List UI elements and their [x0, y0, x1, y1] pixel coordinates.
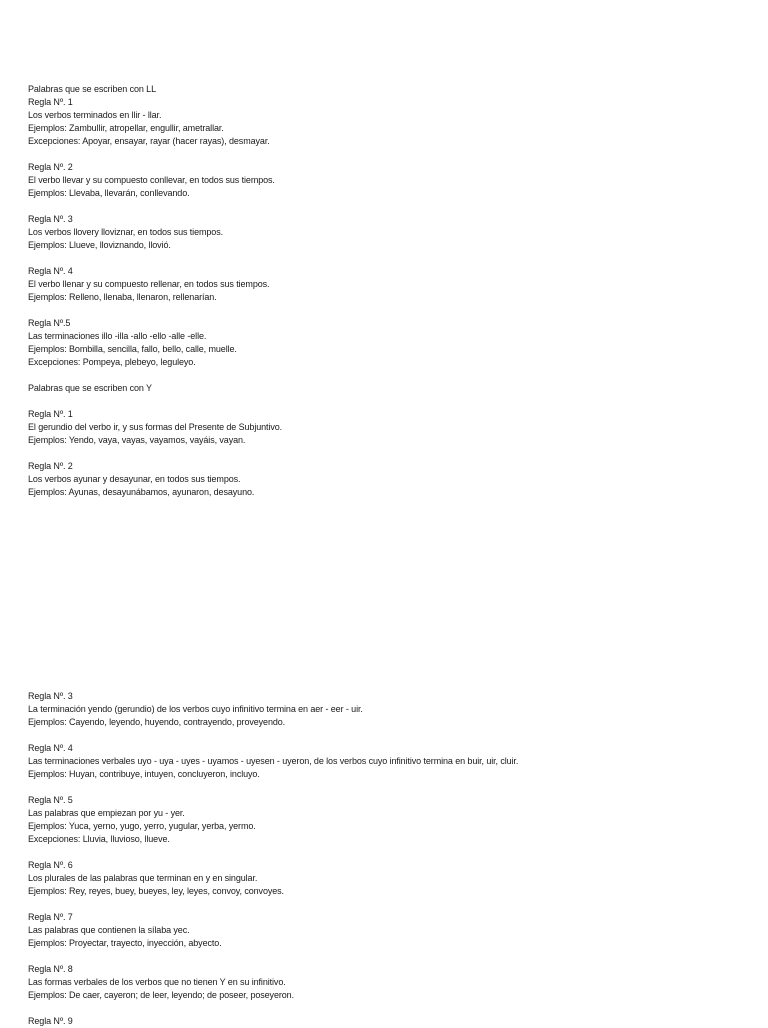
paragraph-gap — [28, 369, 748, 382]
paragraph-gap — [28, 148, 748, 161]
paragraph-gap — [28, 1002, 748, 1015]
text-line: Ejemplos: Rey, reyes, buey, bueyes, ley, leyes, convoy, convoyes. — [28, 886, 284, 896]
text-line: Excepciones: Apoyar, ensayar, rayar (hacer rayas), desmayar. — [28, 136, 270, 146]
rule-heading: Regla Nº. 8 — [28, 964, 73, 974]
text-line: Ejemplos: Llueve, lloviznando, llovió. — [28, 240, 171, 250]
text-line: Los verbos ayunar y desayunar, en todos sus tiempos. — [28, 474, 241, 484]
text-line: Las palabras que empiezan por yu - yer. — [28, 808, 185, 818]
paragraph-gap — [28, 200, 748, 213]
rule-heading: Regla Nº. 1 — [28, 97, 73, 107]
text-line: Ejemplos: Yuca, yerno, yugo, yerro, yugular, yerba, yermo. — [28, 821, 256, 831]
text-line: Las terminaciones verbales uyo - uya - uyes - uyamos - uyesen - uyeron, de los verbos cuyo infinitivo termina en buir, uir, cluir. — [28, 756, 519, 766]
rule-heading: Regla Nº. 6 — [28, 860, 73, 870]
text-line: El gerundio del verbo ir, y sus formas del Presente de Subjuntivo. — [28, 422, 283, 432]
text-line: La terminación yendo (gerundio) de los verbos cuyo infinitivo termina en aer - eer - uir. — [28, 704, 363, 714]
rule-heading: Regla Nº.5 — [28, 318, 71, 328]
paragraph-gap — [28, 304, 748, 317]
text-line: Ejemplos: Proyectar, trayecto, inyección, abyecto. — [28, 938, 222, 948]
text-line: Los plurales de las palabras que terminan en y en singular. — [28, 873, 258, 883]
text-line: Las formas verbales de los verbos que no tienen Y en su infinitivo. — [28, 977, 286, 987]
paragraph-gap — [28, 729, 748, 742]
text-line: Ejemplos: Ayunas, desayunábamos, ayunaron, desayuno. — [28, 487, 255, 497]
rule-heading: Regla Nº. 7 — [28, 912, 73, 922]
text-line: Excepciones: Pompeya, plebeyo, leguleyo. — [28, 357, 196, 367]
text-line: Excepciones: Lluvia, lluvioso, llueve. — [28, 834, 170, 844]
text-line: Ejemplos: Bombilla, sencilla, fallo, bello, calle, muelle. — [28, 344, 237, 354]
text-line: Las terminaciones illo -illa -allo -ello -alle -elle. — [28, 331, 207, 341]
rule-heading: Regla Nº. 1 — [28, 409, 73, 419]
paragraph-gap — [28, 252, 748, 265]
text-line: Los verbos terminados en llir - llar. — [28, 110, 162, 120]
text-line: Ejemplos: De caer, cayeron; de leer, leyendo; de poseer, poseyeron. — [28, 990, 294, 1000]
rule-heading: Regla Nº. 4 — [28, 743, 73, 753]
paragraph-gap — [28, 950, 748, 963]
text-line: El verbo llevar y su compuesto conllevar, en todos sus tiempos. — [28, 175, 275, 185]
text-line: Ejemplos: Zambullir, atropellar, engullir, ametrallar. — [28, 123, 224, 133]
paragraph-gap — [28, 781, 748, 794]
document-section-bottom — [28, 690, 748, 1028]
text-line: Los verbos llovery lloviznar, en todos sus tiempos. — [28, 227, 223, 237]
paragraph-gap — [28, 447, 748, 460]
paragraph-gap — [28, 846, 748, 859]
text-line: Ejemplos: Huyan, contribuye, intuyen, concluyeron, incluyo. — [28, 769, 260, 779]
section-heading: Palabras que se escriben con LL — [28, 84, 156, 94]
text-line: El verbo llenar y su compuesto rellenar, en todos sus tiempos. — [28, 279, 270, 289]
rule-heading: Regla Nº. 2 — [28, 461, 73, 471]
paragraph-gap — [28, 898, 748, 911]
rule-heading: Regla Nº. 9 — [28, 1016, 73, 1026]
rule-heading: Regla Nº. 2 — [28, 162, 73, 172]
section-heading: Palabras que se escriben con Y — [28, 383, 152, 393]
rule-heading: Regla Nº. 5 — [28, 795, 73, 805]
text-line: Ejemplos: Cayendo, leyendo, huyendo, contrayendo, proveyendo. — [28, 717, 286, 727]
text-line: Ejemplos: Yendo, vaya, vayas, vayamos, vayáis, vayan. — [28, 435, 246, 445]
paragraph-gap — [28, 395, 748, 408]
text-line: Las palabras que contienen la sílaba yec. — [28, 925, 190, 935]
text-line: Ejemplos: Llevaba, llevarán, conllevando. — [28, 188, 190, 198]
text-line: Ejemplos: Relleno, llenaba, llenaron, rellenarían. — [28, 292, 217, 302]
rule-heading: Regla Nº. 4 — [28, 266, 73, 276]
document-section-top — [28, 83, 748, 499]
rule-heading: Regla Nº. 3 — [28, 691, 73, 701]
rule-heading: Regla Nº. 3 — [28, 214, 73, 224]
